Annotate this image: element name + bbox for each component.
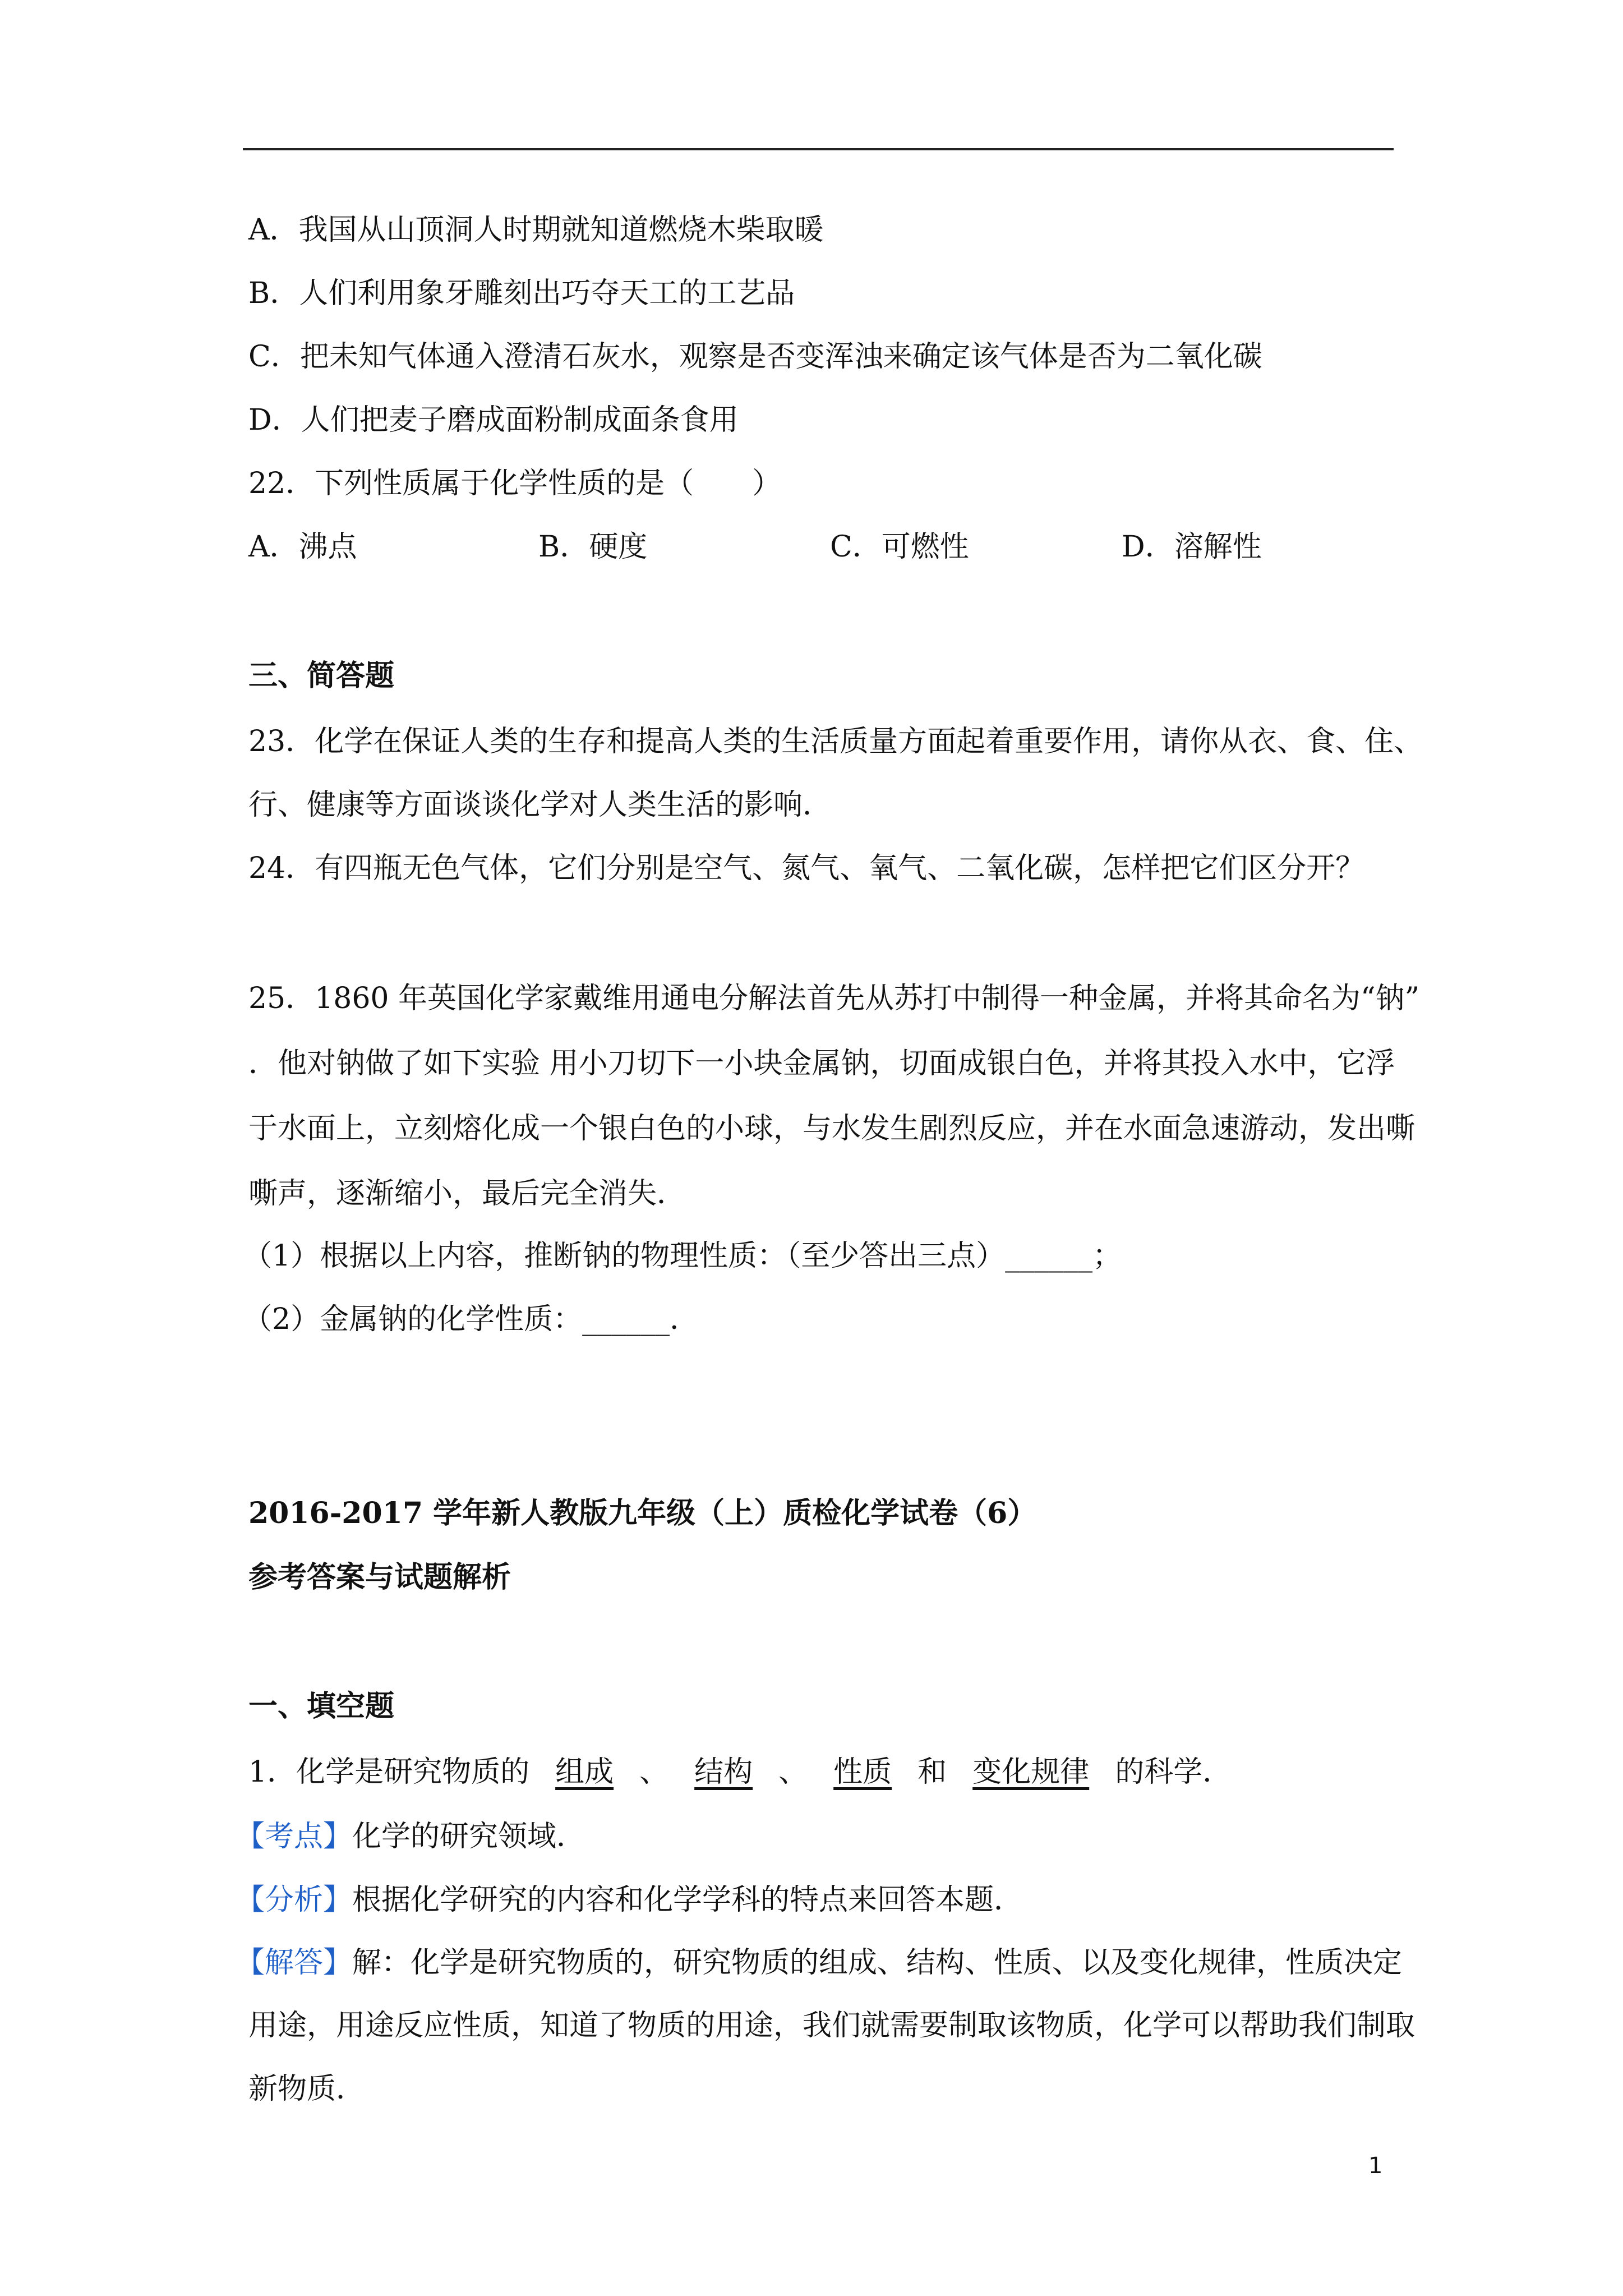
fenxi-text: 根据化学研究的内容和化学学科的特点来回答本题．	[352, 1883, 1023, 1917]
answer-key-title: 2016-2017 学年新人教版九年级（上）质检化学试卷（6）	[248, 1496, 1037, 1530]
q22-option-a: A．沸点	[248, 530, 357, 564]
jieda-tag: 【解答】	[236, 1946, 353, 1980]
section3-heading: 三、简答题	[248, 659, 395, 693]
page-number: 1	[1368, 2153, 1383, 2179]
q25-sub1: （1）根据以上内容，推断钠的物理性质：（至少答出三点）______；	[243, 1239, 1122, 1273]
q1-line	[248, 1752, 1232, 1792]
q22-stem: 22．下列性质属于化学性质的是（ ）	[248, 467, 782, 500]
q22-option-d: D．溶解性	[1122, 530, 1262, 564]
q25-line3: 于水面上，立刻熔化成一个银白色的小球，与水发生剧烈反应，并在水面急速游动，发出嘶	[248, 1112, 1415, 1145]
q1-suffix: 的科学．	[1115, 1755, 1232, 1789]
jieda-line2: 用途，用途反应性质，知道了物质的用途，我们就需要制取该物质，化学可以帮助我们制取	[248, 2009, 1415, 2042]
kaodian-line	[236, 1817, 585, 1856]
q21-option-b: B．人们利用象牙雕刻出巧夺天工的工艺品	[248, 277, 795, 310]
fenxi-tag: 【分析】	[236, 1883, 353, 1917]
q1-conjunction: 和	[917, 1755, 947, 1789]
q1-answer-composition: 组成	[555, 1755, 614, 1789]
q23-line1: 23．化学在保证人类的生存和提高人类的生活质量方面起着重要作用，请你从衣、食、住、	[248, 725, 1423, 758]
kaodian-tag: 【考点】	[236, 1820, 353, 1853]
jieda-line3: 新物质．	[248, 2072, 366, 2106]
q25-sub2: （2）金属钠的化学性质：______．	[243, 1303, 699, 1336]
jieda-line1	[236, 1943, 1402, 1982]
q25-line1: 25．1860 年英国化学家戴维用通电分解法首先从苏打中制得一种金属，并将其命名为“钠”	[248, 982, 1420, 1015]
q1-answer-structure: 结构	[694, 1755, 753, 1789]
q21-option-c: C．把未知气体通入澄清石灰水，观察是否变浑浊来确定该气体是否为二氧化碳	[248, 340, 1262, 374]
section1-heading: 一、填空题	[248, 1689, 395, 1723]
q1-prefix: 1．化学是研究物质的	[248, 1755, 530, 1789]
q25-line4: 嘶声，逐渐缩小，最后完全消失．	[248, 1177, 686, 1211]
answer-key-subtitle: 参考答案与试题解析	[248, 1560, 511, 1594]
fenxi-line	[236, 1880, 1023, 1920]
kaodian-text: 化学的研究领域．	[352, 1820, 586, 1853]
q21-option-a: A．我国从山顶洞人时期就知道燃烧木柴取暖	[248, 213, 824, 247]
q22-option-c: C．可燃性	[830, 530, 969, 564]
q22-option-b: B．硬度	[538, 530, 648, 564]
q1-answer-laws: 变化规律	[972, 1755, 1090, 1789]
q1-answer-properties: 性质	[833, 1755, 892, 1789]
q24-text: 24．有四瓶无色气体，它们分别是空气、氮气、氧气、二氧化碳，怎样把它们区分开？	[248, 852, 1365, 885]
q25-line2: ．他对钠做了如下实验 用小刀切下一小块金属钠，切面成银白色，并将其投入水中，它浮	[248, 1047, 1395, 1080]
q21-option-d: D．人们把麦子磨成面粉制成面条食用	[248, 403, 739, 437]
q23-line2: 行、健康等方面谈谈化学对人类生活的影响．	[248, 788, 832, 822]
q1-separator: 、	[639, 1755, 669, 1789]
jieda-text: 解：化学是研究物质的，研究物质的组成、结构、性质、以及变化规律，性质决定	[352, 1946, 1403, 1980]
header-rule	[243, 148, 1394, 150]
q1-separator: 、	[778, 1755, 808, 1789]
